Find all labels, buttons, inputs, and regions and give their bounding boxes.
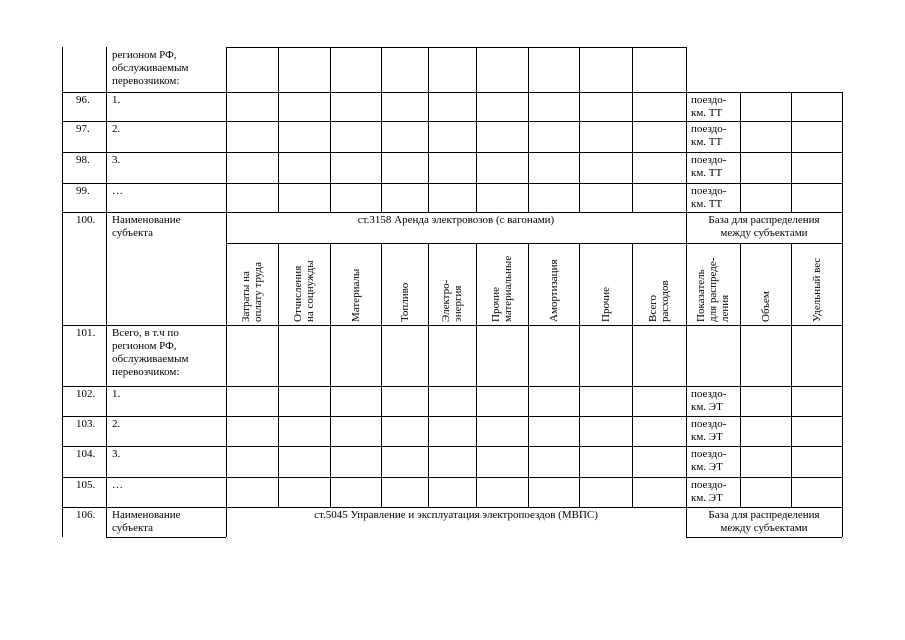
col-line (278, 243, 279, 507)
row-subject-name: регионом РФ, обслуживаемым перевозчиком: (112, 49, 189, 87)
row-number: 103. (76, 418, 96, 430)
col-line (330, 47, 331, 212)
column-header: Прочие (599, 287, 612, 322)
row-subject-name: Всего, в т.ч по регионом РФ, обслуживаемым перевозчиком: (112, 327, 189, 378)
header-line (226, 243, 842, 244)
col-line (842, 212, 843, 243)
col-line (476, 47, 477, 212)
col-line (842, 92, 843, 212)
subject-column-border (226, 47, 227, 537)
row-subject-name: 2. (112, 123, 121, 135)
row-subject-name: 2. (112, 418, 121, 430)
section-number: 100. (76, 214, 96, 226)
column-header: Электро- энергия (440, 279, 464, 322)
section-title: ст.3158 Аренда электровозов (с вагонами) (357, 214, 555, 226)
row-distribution-unit: поездо- км. ЭТ (691, 418, 727, 443)
col-line (740, 92, 741, 212)
column-header: Амортизация (547, 259, 560, 322)
section-subject-heading: Наименование субъекта (112, 214, 181, 239)
section-subject-heading: Наименование субъекта (112, 509, 181, 534)
row-distribution-unit: поездо- км. ТТ (691, 185, 727, 210)
col-line (476, 243, 477, 507)
row-subject-name: 3. (112, 448, 121, 460)
row-line (62, 183, 842, 184)
column-header: Показатель для распреде- ления (695, 257, 731, 322)
row-line (62, 446, 842, 447)
row-line (62, 325, 842, 326)
col-line (579, 243, 580, 507)
row-distribution-unit: поездо- км. ТТ (691, 94, 727, 119)
col-line (579, 47, 580, 212)
col-line (842, 243, 843, 507)
col-line (381, 47, 382, 212)
column-header: Затраты на оплату труда (240, 262, 264, 322)
col-line (428, 47, 429, 212)
col-line (428, 243, 429, 507)
column-header: Всего расходов (647, 280, 671, 322)
col-line (330, 243, 331, 507)
column-header: Отчисления на соцнужды (292, 260, 316, 322)
row-distribution-unit: поездо- км. ЭТ (691, 479, 727, 504)
row-line-bottom (106, 537, 226, 538)
section-number: 106. (76, 509, 96, 521)
row-number: 97. (76, 123, 90, 135)
row-line-top (226, 47, 686, 48)
col-line (740, 243, 741, 507)
row-number: 102. (76, 388, 96, 400)
row-subject-name: … (112, 185, 123, 197)
col-line (528, 243, 529, 507)
section-base-heading: База для распределения между субъектами (708, 509, 820, 534)
col-line (791, 243, 792, 507)
column-header: Объем (759, 291, 772, 322)
column-header: Удельный вес (810, 257, 823, 322)
col-line (632, 47, 633, 212)
col-line (632, 243, 633, 507)
col-line (686, 243, 687, 507)
row-line-bottom (686, 537, 842, 538)
row-distribution-unit: поездо- км. ЭТ (691, 388, 727, 413)
row-line (62, 416, 842, 417)
row-line (62, 152, 842, 153)
row-distribution-unit: поездо- км. ЭТ (691, 448, 727, 473)
row-line (62, 212, 842, 213)
column-header: Топливо (398, 282, 411, 322)
col-line (791, 92, 792, 212)
row-number: 104. (76, 448, 96, 460)
row-subject-name: 1. (112, 388, 121, 400)
row-line (62, 121, 842, 122)
row-distribution-unit: поездо- км. ТТ (691, 154, 727, 179)
row-number: 99. (76, 185, 90, 197)
row-subject-name: 1. (112, 94, 121, 106)
row-subject-name: 3. (112, 154, 121, 166)
section-title: ст.5045 Управление и эксплуатация электропоездов (МВПС) (314, 509, 598, 521)
section-base-heading: База для распределения между субъектами (708, 214, 820, 239)
column-header: Материалы (349, 268, 362, 322)
col-line (686, 47, 687, 92)
row-number: 105. (76, 479, 96, 491)
row-number: 98. (76, 154, 90, 166)
col-line (381, 243, 382, 507)
row-line (62, 507, 842, 508)
row-subject-name: … (112, 479, 123, 491)
row-distribution-unit: поездо- км. ТТ (691, 123, 727, 148)
row-number: 101. (76, 327, 96, 339)
column-header: Прочие материальные (490, 255, 514, 322)
row-line (62, 92, 842, 93)
col-line (842, 507, 843, 537)
row-number: 96. (76, 94, 90, 106)
row-line (62, 477, 842, 478)
col-line (528, 47, 529, 212)
col-line (278, 47, 279, 212)
row-line (62, 386, 842, 387)
